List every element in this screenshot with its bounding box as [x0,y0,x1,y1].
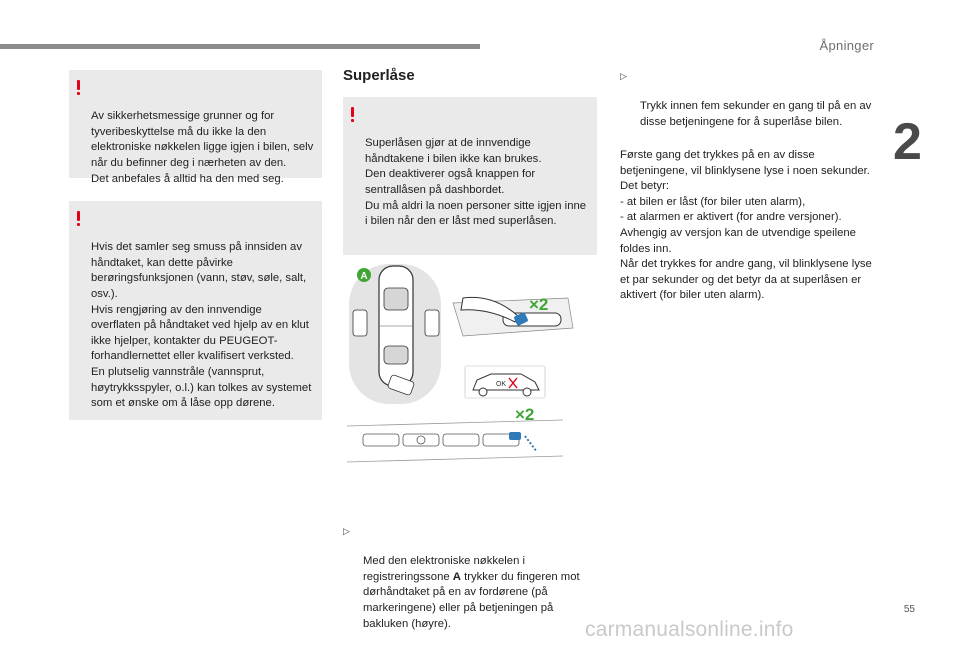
superlock-illustration [343,258,597,468]
car-top-view [349,264,441,404]
chapter-number: 2 [893,113,922,171]
bullet-text: Trykk innen fem sekunder en gang til på en av disse betjeningene for å superlåse bilen. [640,100,872,128]
warning-exclamation-icon [351,107,355,121]
car-side-view-icon [465,366,545,398]
door-handle-illustration [453,297,573,336]
bullet-first-press [343,523,597,632]
ok-label: OK [495,381,507,388]
warning-exclamation-icon [77,80,81,94]
bullet-marker-icon: ▷ [343,526,350,536]
warning-text: Hvis det samler seg smuss på innsiden av håndtaket, kan dette påvirke berøringsfunksjonen (vann, støv, søle, salt, osv.). Hvis rengjøring av den innvendige overflaten på håndtaket ved hjelp av en klut ikke hjelper, kontakter du PEUGEOT-forhandlernettet eller kvalifisert verksted. En plutselig vannstråle (vannsprut, høytrykksspyler, o.l.) kan tolkes av systemet som et ønske om å låse opp dørene. [91,241,312,410]
explanation-paragraph: Første gang det trykkes på en av disse betjeningene, vil blinklysene lyse i noen sekunder. Det betyr: - at bilen er låst (for biler uten alarm), - at alarmen er aktivert (for andre versjoner). Avhengig av versjon kan de utvendige speilene foldes inn. Når det trykkes for andre gang, vil blinklysene lyse et par sekunder og det betyr da at superlåsen er aktivert (for biler uten alarm). [620,149,872,302]
bullet-text-pre: Med den elektroniske nøkkelen i registreringssone [363,555,526,583]
zone-a-label: A [360,271,368,282]
bullet-text-bold: A [452,570,461,583]
bullet-marker-icon: ▷ [620,71,627,81]
times-two-label-tailgate: ×2 [515,405,535,424]
bullet-text-post: trykker du fingeren mot dørhåndtaket på en av fordørene (på markeringene) eller på betjeningen på bakluken (høyre). [363,570,580,630]
header-bar [0,44,480,49]
times-two-label: ×2 [529,295,549,314]
section-heading: Superlåse [343,67,415,84]
page-number: 55 [903,604,915,615]
warning-text: Superlåsen gjør at de innvendige håndtakene i bilen ikke kan brukes. Den deaktiverer også knappen for sentrallåsen på dashbordet. Du må aldri la noen personer sitte igjen inne i bilen når den er låst med superlåsen. [365,137,587,228]
zone-a-badge [357,268,371,282]
bullet-second-press [620,68,875,130]
warning-box-handle-dirt [69,201,322,420]
watermark-text: carmanualsonline.info [585,618,794,641]
warning-exclamation-icon [77,211,81,225]
warning-box-superlock [343,97,597,255]
tailgate-illustration [347,420,563,462]
section-title: Åpninger [819,38,874,53]
warning-box-keep-key [69,70,322,185]
warning-text: Av sikkerhetsmessige grunner og for tyveribeskyttelse må du ikke la den elektroniske nøkkelen ligge igjen i bilen, selv når du befinner deg i nærheten av den. Det anbefales å alltid ha den med seg. [91,110,314,185]
